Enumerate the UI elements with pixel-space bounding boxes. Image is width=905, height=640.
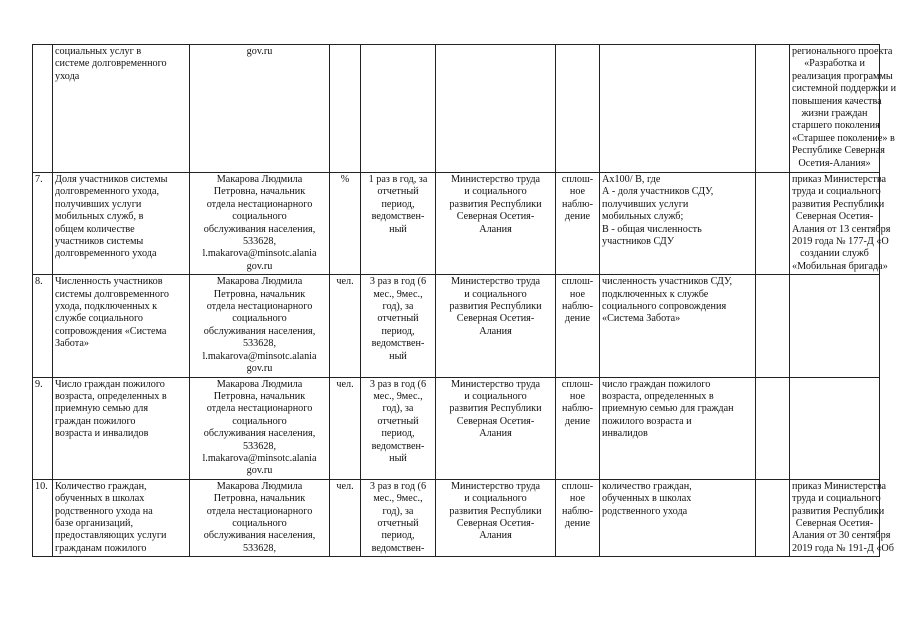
frequency-cell [361, 275, 436, 377]
indicator-name-line: ухода [55, 70, 80, 82]
responsible-person-line: обслуживания населения, [203, 428, 316, 440]
indicator-name-line: получивших услуги [55, 198, 142, 210]
responsible-org-cell [436, 377, 556, 479]
responsible-person-line: Макарова Людмила [216, 174, 303, 185]
responsible-person-line: l.makarova@minsotc.alania [202, 248, 317, 260]
legal-basis-line: «Старшее поколение» в [792, 132, 895, 144]
table-row [33, 275, 880, 377]
responsible-person-line: 533628, [242, 542, 277, 554]
responsible-person-line: отдела нестационарного [206, 198, 313, 210]
calculation-formula-cell [600, 173, 756, 275]
frequency-line: ведомствен- [371, 211, 425, 223]
table-row [33, 479, 880, 556]
legal-basis-cell [790, 479, 894, 556]
responsible-org-line: Министерство труда [450, 378, 541, 390]
unit-cell [330, 377, 361, 479]
indicator-name-line: гражданам пожилого [55, 542, 147, 554]
indicator-name-line: долговременного ухода [55, 248, 157, 260]
frequency-line: мес., 9мес., [373, 390, 423, 402]
frequency-line: год), за [382, 505, 414, 517]
responsible-person-line: социального [232, 211, 287, 223]
responsible-org-line: и социального [464, 186, 527, 198]
responsible-person-line: обслуживания населения, [203, 530, 316, 542]
collection-method-line: ное [569, 390, 586, 402]
responsible-org-line: Алания [479, 428, 512, 440]
frequency-cell [361, 173, 436, 275]
responsible-person-line: l.makarova@minsotc.alania [202, 452, 317, 464]
collection-method-cell [556, 275, 600, 377]
legal-basis-line: Северная Осетия- [795, 211, 874, 223]
responsible-org-line: Алания [479, 325, 512, 337]
frequency-line: 1 раз в год, за [368, 174, 428, 185]
responsible-org-line: Министерство труда [450, 480, 541, 492]
frequency-line: период, [381, 325, 415, 337]
legal-basis-line: 2019 года № 177-Д «О [792, 236, 889, 248]
calculation-formula-cell [600, 45, 756, 173]
responsible-person-cell [190, 275, 330, 377]
collection-method-line: сплош- [561, 276, 594, 288]
responsible-org-line: и социального [464, 390, 527, 402]
frequency-line: отчетный [377, 313, 419, 325]
responsible-org-line: Северная Осетия- [456, 211, 535, 223]
frequency-cell [361, 45, 436, 173]
responsible-person-line: Макарова Людмила [216, 378, 303, 390]
responsible-org-line: и социального [464, 493, 527, 505]
indicator-name-line: ухода, подключенных к [55, 301, 158, 313]
responsible-person-line: Петровна, начальник [213, 390, 306, 402]
legal-basis-line: труда и социального [792, 493, 881, 505]
responsible-person-line: Петровна, начальник [213, 288, 306, 300]
row-number-text: 7. [35, 174, 43, 185]
legal-basis-cell [790, 45, 897, 173]
calculation-formula-line: В - общая численность [602, 223, 702, 235]
collection-method-cell [556, 479, 600, 556]
row-number-text: 8. [35, 276, 43, 288]
frequency-line: период, [381, 198, 415, 210]
responsible-org-line: Министерство труда [450, 174, 541, 185]
responsible-org-line: Северная Осетия- [456, 415, 535, 427]
responsible-person-line: Петровна, начальник [213, 493, 306, 505]
collection-method-cell [556, 377, 600, 479]
indicator-name-line: граждан пожилого [55, 415, 136, 427]
legal-basis-line: приказ Министерства [792, 480, 887, 492]
frequency-line: 3 раз в год (6 [369, 480, 427, 492]
legal-basis-line: Осетия-Алания» [798, 157, 871, 169]
calculation-formula-line: социального сопровождения [602, 301, 727, 313]
legal-basis-line: Алания от 30 сентября [792, 530, 891, 542]
legal-basis-cell [790, 377, 880, 479]
row-number-text: 10. [35, 480, 48, 492]
unit-text: чел. [336, 276, 354, 288]
indicator-name-line: участников системы [55, 236, 144, 248]
responsible-org-line: развития Республики [449, 198, 542, 210]
responsible-person-line: Макарова Людмила [216, 480, 303, 492]
collection-method-line: наблю- [562, 301, 593, 313]
responsible-person-cell [190, 45, 330, 173]
collection-method-line: ное [569, 186, 586, 198]
responsible-person-line: gov.ru [246, 46, 273, 57]
collection-method-line: сплош- [561, 174, 594, 185]
responsible-person-line: Петровна, начальник [213, 186, 306, 198]
legal-basis-line: повышения качества [792, 95, 882, 107]
unit-text: % [340, 174, 350, 185]
calculation-formula-cell [600, 479, 756, 556]
indicator-name-line: Доля участников системы [55, 174, 168, 185]
frequency-line: мес., 9мес., [373, 288, 423, 300]
indicator-name-line: родственного ухода на [55, 505, 153, 517]
collection-method-line: дение [564, 313, 591, 325]
calculation-formula-line: мобильных служб; [602, 211, 684, 223]
empty-cell-cell [756, 479, 790, 556]
empty-cell-cell [756, 173, 790, 275]
indicator-name-cell [53, 377, 190, 479]
indicator-name-line: долговременного ухода, [55, 186, 160, 198]
responsible-person-line: обслуживания населения, [203, 325, 316, 337]
responsible-org-line: развития Республики [449, 505, 542, 517]
row-number-text: 9. [35, 378, 43, 390]
indicator-name-line: мобильных служб, в [55, 211, 144, 223]
indicator-name-line: системы долговременного [55, 288, 169, 300]
responsible-person-line: социального [232, 415, 287, 427]
responsible-person-line: социального [232, 313, 287, 325]
collection-method-line: ное [569, 288, 586, 300]
indicator-name-line: возраста, определенных в [55, 390, 167, 402]
frequency-line: 3 раз в год (6 [369, 276, 427, 288]
unit-cell [330, 275, 361, 377]
indicator-name-line: общем количестве [55, 223, 135, 235]
row-number-cell [33, 173, 53, 275]
responsible-person-line: gov.ru [246, 465, 273, 477]
frequency-line: ный [389, 350, 407, 362]
legal-basis-line: Северная Осетия- [795, 517, 874, 529]
legal-basis-line: труда и социального [792, 186, 881, 198]
legal-basis-line: развития Республики [792, 505, 885, 517]
frequency-cell [361, 479, 436, 556]
legal-basis-line: регионального проекта [792, 46, 893, 57]
indicator-name-cell [53, 173, 190, 275]
legal-basis-cell [790, 173, 891, 275]
legal-basis-line: приказ Министерства [792, 174, 887, 185]
legal-basis-line: Алания от 13 сентября [792, 223, 891, 235]
unit-text: чел. [336, 480, 354, 492]
responsible-person-cell [190, 173, 330, 275]
collection-method-line: сплош- [561, 480, 594, 492]
responsible-person-line: обслуживания населения, [203, 223, 316, 235]
collection-method-cell [556, 173, 600, 275]
collection-method-line: дение [564, 211, 591, 223]
calculation-formula-line: приемную семью для граждан [602, 403, 734, 415]
indicator-name-line: сопровождения «Система [55, 325, 167, 337]
indicator-name-cell [53, 275, 190, 377]
calculation-formula-line: получивших услуги [602, 198, 689, 210]
indicator-name-line: Количество граждан, [55, 480, 147, 492]
responsible-org-cell [436, 45, 556, 173]
responsible-person-line: gov.ru [246, 260, 273, 272]
legal-basis-line: «Разработка и [804, 58, 865, 70]
collection-method-line: наблю- [562, 198, 593, 210]
indicator-name-line: службе социального [55, 313, 144, 325]
calculation-formula-line: число граждан пожилого [602, 378, 711, 390]
responsible-person-line: отдела нестационарного [206, 403, 313, 415]
calculation-formula-line: «Система Забота» [602, 313, 681, 325]
collection-method-cell [556, 45, 600, 173]
collection-method-line: наблю- [562, 505, 593, 517]
collection-method-line: дение [564, 517, 591, 529]
responsible-person-line: отдела нестационарного [206, 505, 313, 517]
calculation-formula-line: родственного ухода [602, 505, 688, 517]
indicator-name-line: возраста и инвалидов [55, 428, 149, 440]
calculation-formula-line: участников СДУ [602, 236, 675, 248]
calculation-formula-line: количество граждан, [602, 480, 692, 492]
legal-basis-line: «Мобильная бригада» [792, 260, 888, 272]
frequency-cell [361, 377, 436, 479]
frequency-line: мес., 9мес., [373, 493, 423, 505]
responsible-org-line: развития Республики [449, 403, 542, 415]
indicator-name-line: обученных в школах [55, 493, 145, 505]
responsible-person-cell [190, 479, 330, 556]
indicator-name-cell [53, 479, 190, 556]
frequency-line: ведомствен- [371, 542, 425, 554]
responsible-person-line: Макарова Людмила [216, 276, 303, 288]
responsible-person-line: 533628, [242, 338, 277, 350]
indicator-name-line: Забота» [55, 338, 89, 350]
calculation-formula-line: А - доля участников СДУ, [602, 186, 714, 198]
calculation-formula-cell [600, 377, 756, 479]
frequency-line: отчетный [377, 517, 419, 529]
responsible-person-line: gov.ru [246, 363, 273, 375]
frequency-line: ный [389, 223, 407, 235]
indicator-name-line: предоставляющих услуги [55, 530, 167, 542]
responsible-org-line: Северная Осетия- [456, 517, 535, 529]
calculation-formula-line: подключенных к службе [602, 288, 709, 300]
responsible-person-line: 533628, [242, 440, 277, 452]
calculation-formula-line: численность участников СДУ, [602, 276, 733, 288]
empty-cell-cell [756, 45, 790, 173]
frequency-line: отчетный [377, 415, 419, 427]
calculation-formula-line: инвалидов [602, 428, 648, 440]
frequency-line: отчетный [377, 186, 419, 198]
legal-basis-line: жизни граждан [801, 108, 868, 120]
responsible-org-line: и социального [464, 288, 527, 300]
table-row [33, 173, 880, 275]
responsible-org-cell [436, 173, 556, 275]
indicator-name-line: системе долговременного [55, 58, 167, 70]
unit-cell [330, 479, 361, 556]
unit-cell [330, 173, 361, 275]
responsible-org-line: Северная Осетия- [456, 313, 535, 325]
responsible-person-line: 533628, [242, 236, 277, 248]
responsible-org-line: Алания [479, 223, 512, 235]
frequency-line: ный [389, 452, 407, 464]
legal-basis-line: системной поддержки и [792, 83, 897, 95]
collection-method-line: сплош- [561, 378, 594, 390]
frequency-line: ведомствен- [371, 440, 425, 452]
indicator-name-line: социальных услуг в [55, 46, 142, 57]
collection-method-line: наблю- [562, 403, 593, 415]
frequency-line: год), за [382, 301, 414, 313]
legal-basis-line: реализация программы [792, 70, 893, 82]
indicators-table [32, 44, 897, 557]
legal-basis-line: развития Республики [792, 198, 885, 210]
indicator-name-line: базе организаций, [55, 517, 134, 529]
calculation-formula-cell [600, 275, 756, 377]
indicator-name-line: приемную семью для [55, 403, 149, 415]
responsible-person-line: отдела нестационарного [206, 301, 313, 313]
responsible-org-line: развития Республики [449, 301, 542, 313]
unit-text: чел. [336, 378, 354, 390]
indicator-name-line: Число граждан пожилого [55, 378, 165, 390]
row-number-cell [33, 479, 53, 556]
collection-method-line: ное [569, 493, 586, 505]
table-row [33, 45, 880, 173]
frequency-line: период, [381, 530, 415, 542]
empty-cell-cell [756, 377, 790, 479]
responsible-org-line: Министерство труда [450, 276, 541, 288]
row-number-cell [33, 45, 53, 173]
calculation-formula-line: Ах100/ В, где [602, 174, 661, 185]
row-number-cell [33, 377, 53, 479]
calculation-formula-line: обученных в школах [602, 493, 692, 505]
responsible-person-line: социального [232, 517, 287, 529]
frequency-line: период, [381, 428, 415, 440]
legal-basis-cell [790, 275, 880, 377]
unit-cell [330, 45, 361, 173]
indicator-name-cell [53, 45, 190, 173]
frequency-line: 3 раз в год (6 [369, 378, 427, 390]
legal-basis-line: создании служб [800, 248, 869, 260]
empty-cell-cell [756, 275, 790, 377]
legal-basis-line: 2019 года № 191-Д «Об [792, 542, 894, 554]
collection-method-line: дение [564, 415, 591, 427]
responsible-person-cell [190, 377, 330, 479]
responsible-org-cell [436, 275, 556, 377]
row-number-cell [33, 275, 53, 377]
responsible-org-line: Алания [479, 530, 512, 542]
frequency-line: год), за [382, 403, 414, 415]
table-row [33, 377, 880, 479]
indicator-name-line: Численность участников [55, 276, 163, 288]
calculation-formula-line: возраста, определенных в [602, 390, 714, 402]
legal-basis-line: старшего поколения [792, 120, 880, 132]
calculation-formula-line: пожилого возраста и [602, 415, 692, 427]
frequency-line: ведомствен- [371, 338, 425, 350]
responsible-org-cell [436, 479, 556, 556]
responsible-person-line: l.makarova@minsotc.alania [202, 350, 317, 362]
legal-basis-line: Республике Северная [792, 145, 885, 157]
